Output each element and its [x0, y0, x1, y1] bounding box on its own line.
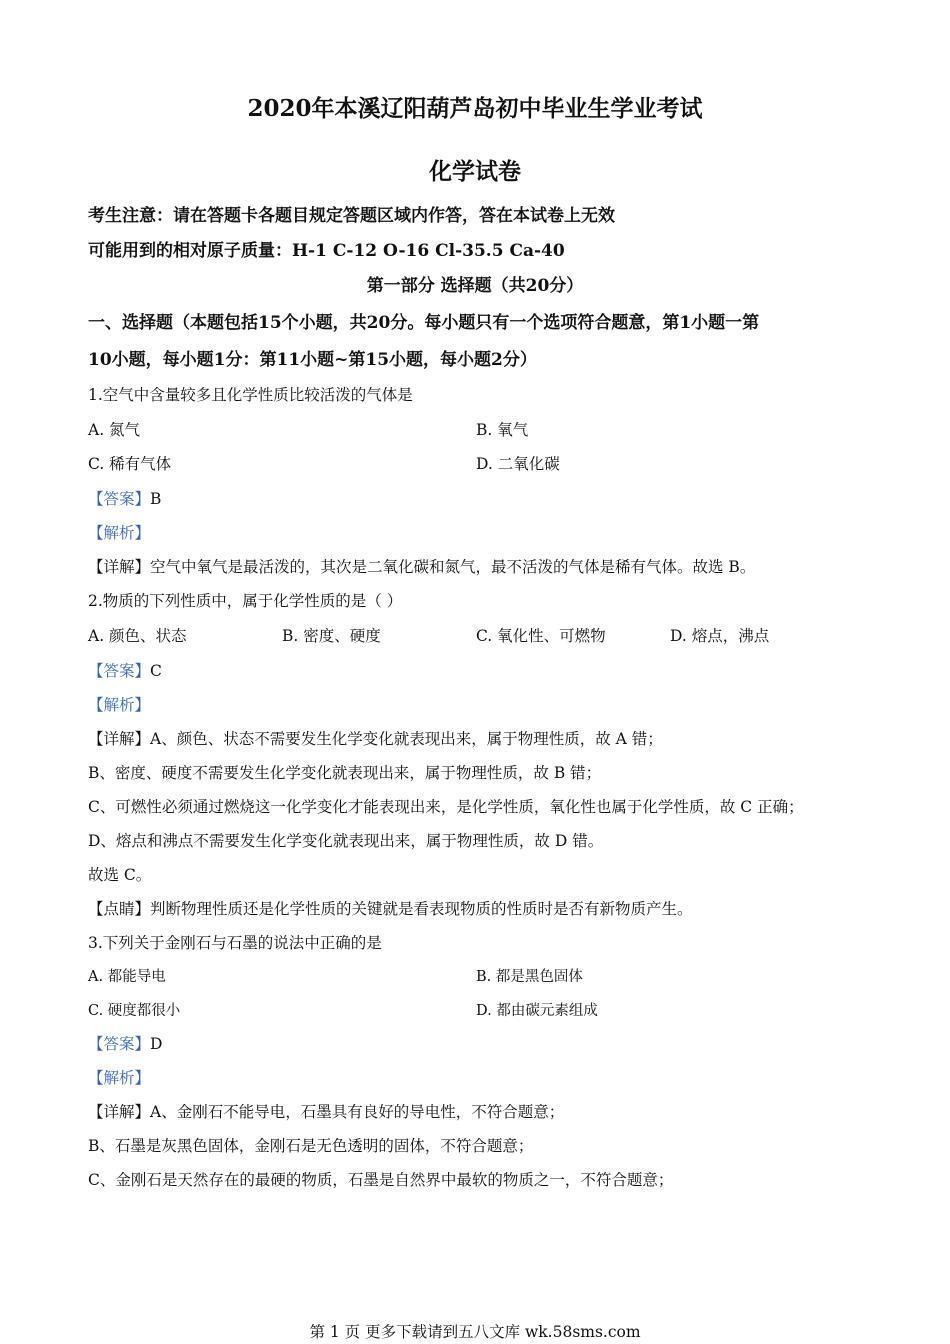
- q1-stem: 1.空气中含量较多且化学性质比较活泼的气体是: [88, 386, 413, 404]
- q1-option-d: D. 二氧化碳: [476, 455, 560, 473]
- part-title: 第一部分 选择题（共20分）: [366, 276, 584, 296]
- q2-detail-line: D、熔点和沸点不需要发生化学变化就表现出来，属于物理性质，故 D 错。: [88, 832, 604, 850]
- q2-answer-value: C: [150, 662, 162, 680]
- q3-option-a: A. 都能导电: [88, 969, 166, 985]
- q3-answer-value: D: [150, 1035, 163, 1053]
- q3-option-d: D. 都由碳元素组成: [476, 1003, 598, 1019]
- section-header-line1: 一、选择题（本题包括15个小题，共20分。每小题只有一个选项符合题意，第1小题一第: [88, 313, 760, 333]
- q1-option-b: B. 氧气: [476, 421, 529, 439]
- q3-option-b: B. 都是黑色固体: [476, 969, 583, 985]
- q2-answer: [88, 660, 862, 682]
- q3-analysis-label: 【解析】: [88, 1069, 151, 1087]
- atomic-masses: 可能用到的相对原子质量：H-1 C-12 O-16 Cl-35.5 Ca-40: [88, 241, 565, 261]
- q2-option-c: C. 氧化性、可燃物: [476, 627, 606, 645]
- q2-detail-line: 故选 C。: [88, 866, 152, 884]
- q2-tip: 【点睛】判断物理性质还是化学性质的关键就是看表现物质的性质时是否有新物质产生。: [88, 900, 693, 918]
- q3-stem: 3.下列关于金刚石与石墨的说法中正确的是: [88, 934, 382, 952]
- q2-option-a: A. 颜色、状态: [88, 627, 187, 645]
- q1-answer: [88, 488, 862, 510]
- q2-option-b: B. 密度、硬度: [282, 627, 381, 645]
- q3-detail-line: B、石墨是灰黑色固体，金刚石是无色透明的固体，不符合题意；: [88, 1137, 534, 1155]
- page-footer: 第 1 页 更多下载请到五八文库 wk.58sms.com: [309, 1323, 641, 1341]
- q1-analysis-label: 【解析】: [88, 524, 151, 542]
- section-header-line2: 10小题，每小题1分：第11小题~第15小题，每小题2分）: [88, 350, 537, 370]
- q1-option-a: A. 氮气: [88, 421, 141, 439]
- exam-notice: 考生注意：请在答题卡各题目规定答题区域内作答，答在本试卷上无效: [88, 206, 615, 226]
- exam-subtitle: 化学试卷: [429, 158, 521, 185]
- q3-answer: [88, 1033, 862, 1055]
- answer-label: 【答案】: [88, 490, 151, 508]
- q3-detail-line: 【详解】A、金刚石不能导电，石墨具有良好的导电性，不符合题意；: [88, 1103, 565, 1121]
- q1-detail: 【详解】空气中氧气是最活泼的，其次是二氧化碳和氮气，最不活泼的气体是稀有气体。故选 B。: [88, 558, 756, 576]
- q2-stem: 2.物质的下列性质中，属于化学性质的是（ ）: [88, 592, 403, 610]
- q2-detail-line: C、可燃性必须通过燃烧这一化学变化才能表现出来，是化学性质，氧化性也属于化学性质，故 C 正确；: [88, 798, 804, 816]
- q2-detail-line: 【详解】A、颜色、状态不需要发生化学变化就表现出来，属于物理性质，故 A 错；: [88, 730, 663, 748]
- exam-title: 2020年本溪辽阳葫芦岛初中毕业生学业考试: [247, 95, 703, 122]
- q2-analysis-label: 【解析】: [88, 696, 151, 714]
- q3-option-c: C. 硬度都很小: [88, 1003, 181, 1019]
- answer-label: 【答案】: [88, 662, 151, 680]
- q3-detail-line: C、金刚石是天然存在的最硬的物质，石墨是自然界中最软的物质之一，不符合题意；: [88, 1171, 674, 1189]
- q2-detail-line: B、密度、硬度不需要发生化学变化就表现出来，属于物理性质，故 B 错；: [88, 764, 602, 782]
- q2-option-d: D. 熔点，沸点: [670, 627, 770, 645]
- answer-label: 【答案】: [88, 1035, 151, 1053]
- q1-answer-value: B: [150, 490, 162, 508]
- q1-option-c: C. 稀有气体: [88, 455, 172, 473]
